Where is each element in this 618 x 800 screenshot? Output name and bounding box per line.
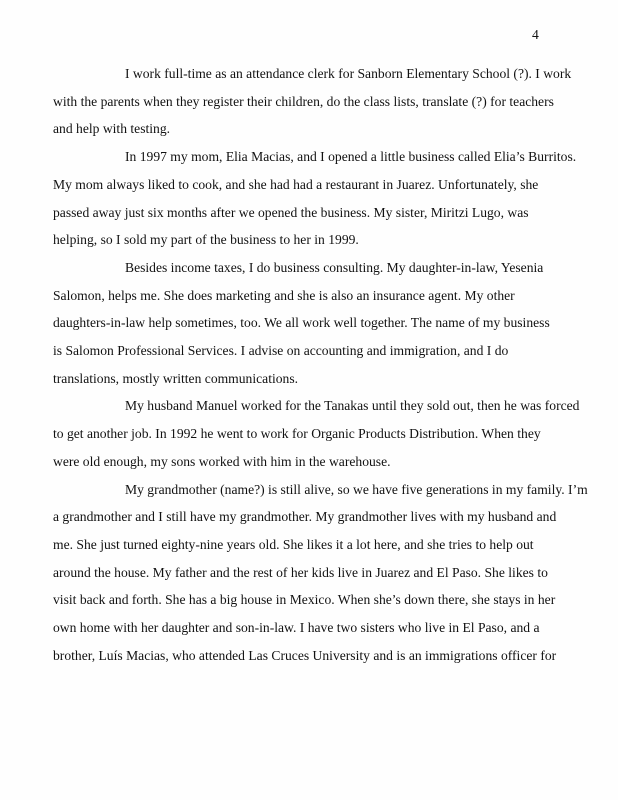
text-line: visit back and forth. She has a big house in Mexico. When she’s down there, she stays in her [53,592,556,608]
page-number: 4 [532,27,539,42]
text-line: My husband Manuel worked for the Tanakas until they sold out, then he was forced [125,398,580,414]
paragraph [53,254,550,393]
text-line: brother, Luís Macias, who attended Las Cruces University and is an immigrations officer for [53,647,557,663]
paragraph [53,392,580,475]
text-line: and help with testing. [53,121,171,137]
text-line: I work full-time as an attendance clerk for Sanborn Elementary School (?). I work [125,66,572,81]
text-line: daughters-in-law help sometimes, too. We all work well together. The name of my business [53,315,550,331]
text-line: to get another job. In 1992 he went to work for Organic Products Distribution. When they [53,426,541,442]
text-line: translations, mostly written communications. [53,370,299,386]
text-line: a grandmother and I still have my grandmother. My grandmother lives with my husband and [53,509,557,525]
text-line: around the house. My father and the rest of her kids live in Juarez and El Paso. She likes to [53,564,548,580]
paragraph [53,143,577,254]
text-line: My mom always liked to cook, and she had had a restaurant in Juarez. Unfortunately, she [53,176,539,192]
text-line: is Salomon Professional Services. I advise on accounting and immigration, and I do [53,343,509,359]
text-line: Besides income taxes, I do business consulting. My daughter-in-law, Yesenia [125,259,544,275]
text-line: In 1997 my mom, Elia Macias, and I opened a little business called Elia’s Burritos. [125,149,577,165]
text-line: with the parents when they register their children, do the class lists, translate (?) for teachers [53,93,554,109]
body-text [53,60,588,669]
text-line: helping, so I sold my part of the business to her in 1999. [53,232,359,248]
text-line: own home with her daughter and son-in-law. I have two sisters who live in El Paso, and a [53,620,540,636]
text-line: me. She just turned eighty-nine years old. She likes it a lot here, and she tries to help out [53,536,534,552]
text-line: Salomon, helps me. She does marketing and she is also an insurance agent. My other [53,287,515,303]
text-line: My grandmother (name?) is still alive, so we have five generations in my family. I’m [125,481,588,497]
text-line: were old enough, my sons worked with him in the warehouse. [53,453,391,469]
text-line: passed away just six months after we opened the business. My sister, Miritzi Lugo, was [53,204,529,220]
paragraph [53,476,588,670]
paragraph [53,60,572,143]
